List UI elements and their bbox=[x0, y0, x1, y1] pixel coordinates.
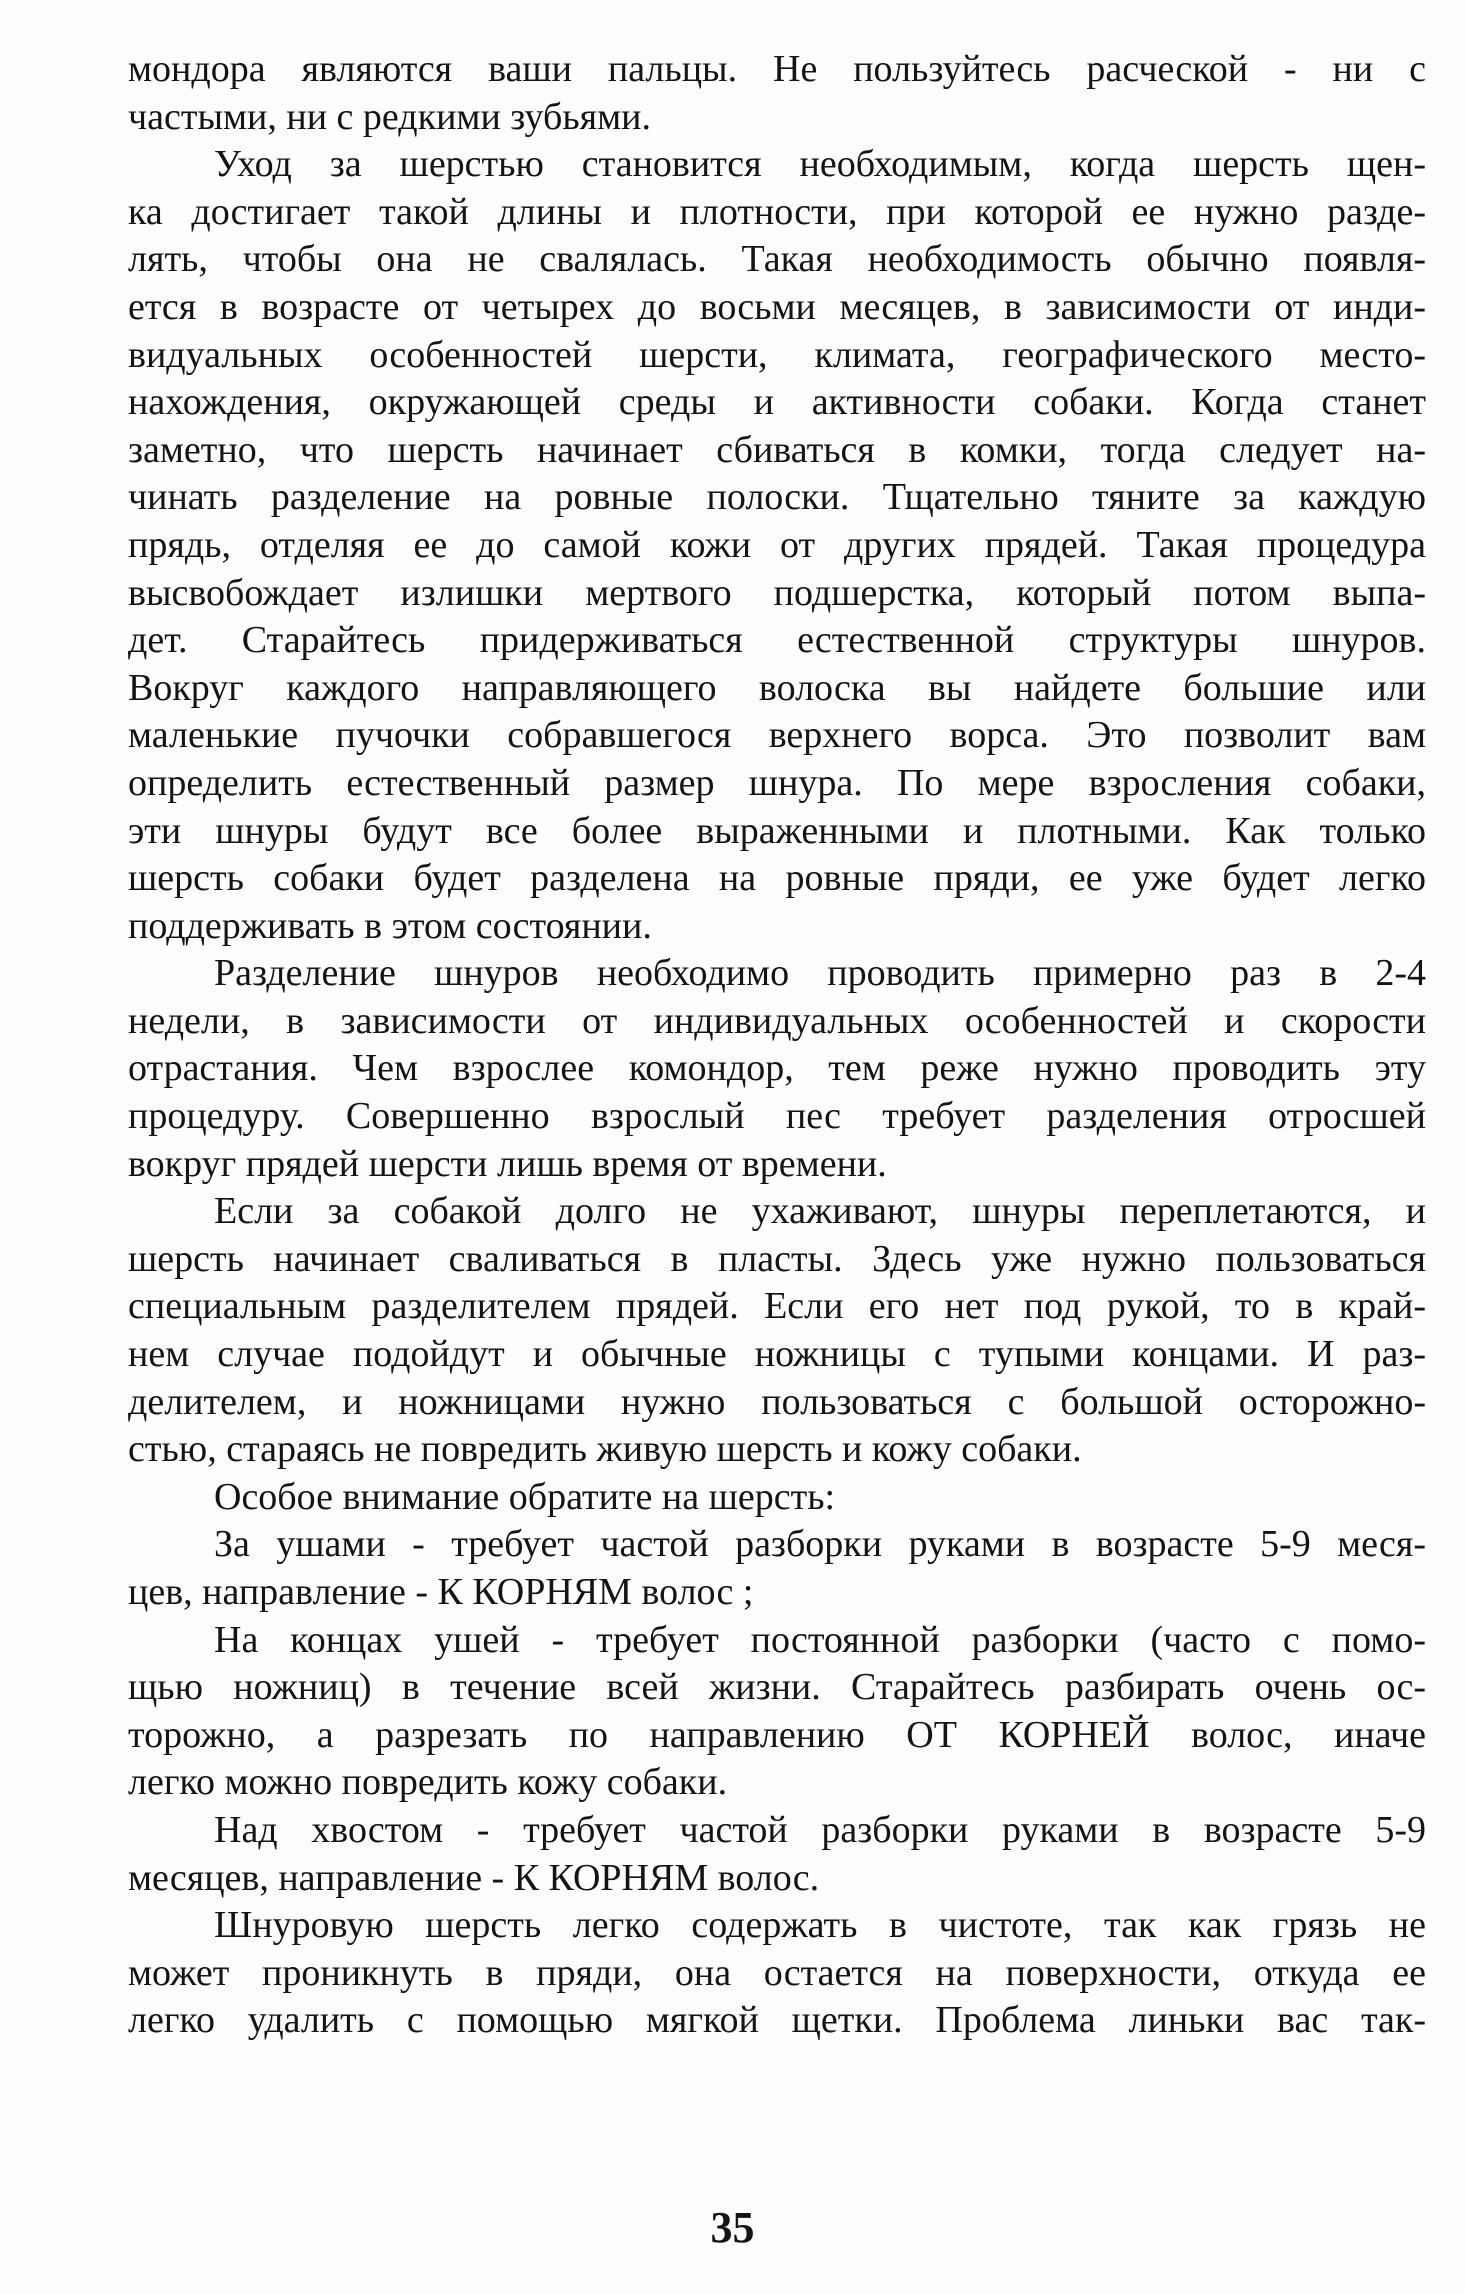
text-line: процедуру. Совершенно взрослый пес требует разделения отросшей bbox=[128, 1095, 1426, 1138]
text-line: Разделение шнуров необходимо проводить примерно раз в 2-4 bbox=[214, 952, 1426, 995]
text-line: заметно, что шерсть начинает сбиваться в комки, тогда следует на- bbox=[128, 428, 1426, 471]
text-line: На концах ушей - требует постоянной разборки (часто с помо- bbox=[214, 1618, 1426, 1661]
text-line: дет. Старайтесь придерживаться естественной структуры шнуров. bbox=[128, 619, 1426, 662]
text-line: мондора являются ваши пальцы. Не пользуйтесь расческой - ни с bbox=[128, 48, 1426, 90]
text-line: нахождения, окружающей среды и активности собаки. Когда станет bbox=[128, 381, 1426, 424]
text-line: цев, направление - К КОРНЯМ волос ; bbox=[128, 1571, 754, 1613]
page-number: 35 bbox=[710, 2203, 755, 2252]
text-line: Шнуровую шерсть легко содержать в чистоте, так как грязь не bbox=[214, 1904, 1426, 1947]
text-line: видуальных особенностей шерсти, климата, географического место- bbox=[128, 333, 1426, 376]
text-line: торожно, а разрезать по направлению ОТ КОРНЕЙ волос, иначе bbox=[128, 1713, 1426, 1756]
text-line: стью, стараясь не повредить живую шерсть и кожу собаки. bbox=[128, 1428, 1082, 1471]
body-text bbox=[128, 46, 1426, 2045]
paragraph bbox=[128, 950, 1426, 1188]
text-line: шерсть начинает сваливаться в пласты. Здесь уже нужно пользоваться bbox=[128, 1237, 1426, 1280]
text-line: шерсть собаки будет разделена на ровные пряди, ее уже будет легко bbox=[128, 857, 1426, 900]
text-line: прядь, отделяя ее до самой кожи от других прядей. Такая процедура bbox=[128, 523, 1426, 566]
text-line: эти шнуры будут все более выраженными и плотными. Как только bbox=[128, 809, 1426, 852]
text-line: Уход за шерстью становится необходимым, когда шерсть щен- bbox=[214, 143, 1426, 186]
text-line: определить естественный размер шнура. По мере взросления собаки, bbox=[128, 761, 1426, 804]
text-line: Если за собакой долго не ухаживают, шнуры переплетаются, и bbox=[214, 1190, 1426, 1233]
paragraph bbox=[128, 1521, 1426, 1616]
text-line: лять, чтобы она не свалялась. Такая необходимость обычно появля- bbox=[128, 238, 1426, 281]
text-line: делителем, и ножницами нужно пользоваться с большой осторожно- bbox=[128, 1380, 1426, 1423]
paragraph bbox=[128, 1902, 1426, 2045]
text-line: вокруг прядей шерсти лишь время от времени. bbox=[128, 1142, 887, 1185]
text-line: легко можно повредить кожу собаки. bbox=[128, 1761, 728, 1804]
text-line: недели, в зависимости от индивидуальных особенностей и скорости bbox=[128, 999, 1426, 1042]
text-line: легко удалить с помощью мягкой щетки. Проблема линьки вас так- bbox=[128, 1999, 1426, 2042]
text-line: специальным разделителем прядей. Если его нет под рукой, то в край- bbox=[128, 1285, 1426, 1328]
text-line: месяцев, направление - К КОРНЯМ волос. bbox=[128, 1856, 820, 1899]
text-line: высвобождает излишки мертвого подшерстка, который потом выпа- bbox=[128, 571, 1426, 614]
text-line: ка достигает такой длины и плотности, при которой ее нужно разде- bbox=[128, 190, 1426, 233]
paragraph bbox=[128, 1188, 1426, 1474]
text-line: маленькие пучочки собравшегося верхнего ворса. Это позволит вам bbox=[128, 714, 1426, 757]
text-line: ется в возрасте от четырех до восьми месяцев, в зависимости от инди- bbox=[128, 285, 1426, 328]
paragraph bbox=[128, 1617, 1426, 1807]
text-line: поддерживать в этом состоянии. bbox=[128, 904, 652, 947]
text-line: частыми, ни с редкими зубьями. bbox=[128, 95, 652, 138]
text-line: Над хвостом - требует частой разборки руками в возрасте 5-9 bbox=[214, 1808, 1426, 1851]
text-line: отрастания. Чем взрослее комондор, тем реже нужно проводить эту bbox=[128, 1047, 1426, 1090]
paragraph bbox=[128, 1807, 1426, 1902]
text-line: может проникнуть в пряди, она остается на поверхности, откуда ее bbox=[128, 1951, 1426, 1994]
text-line: Вокруг каждого направляющего волоска вы найдете большие или bbox=[128, 666, 1426, 709]
text-line: нем случае подойдут и обычные ножницы с тупыми концами. И раз- bbox=[128, 1333, 1426, 1376]
paragraph bbox=[128, 1474, 1426, 1522]
paragraph bbox=[128, 141, 1426, 950]
text-line: чинать разделение на ровные полоски. Тщательно тяните за каждую bbox=[128, 476, 1426, 519]
text-line: Особое внимание обратите на шерсть: bbox=[214, 1475, 836, 1518]
text-line: щью ножниц) в течение всей жизни. Старайтесь разбирать очень ос- bbox=[128, 1666, 1426, 1709]
text-line: За ушами - требует частой разборки руками в возрасте 5-9 меся- bbox=[214, 1523, 1426, 1566]
paragraph bbox=[128, 46, 1426, 141]
